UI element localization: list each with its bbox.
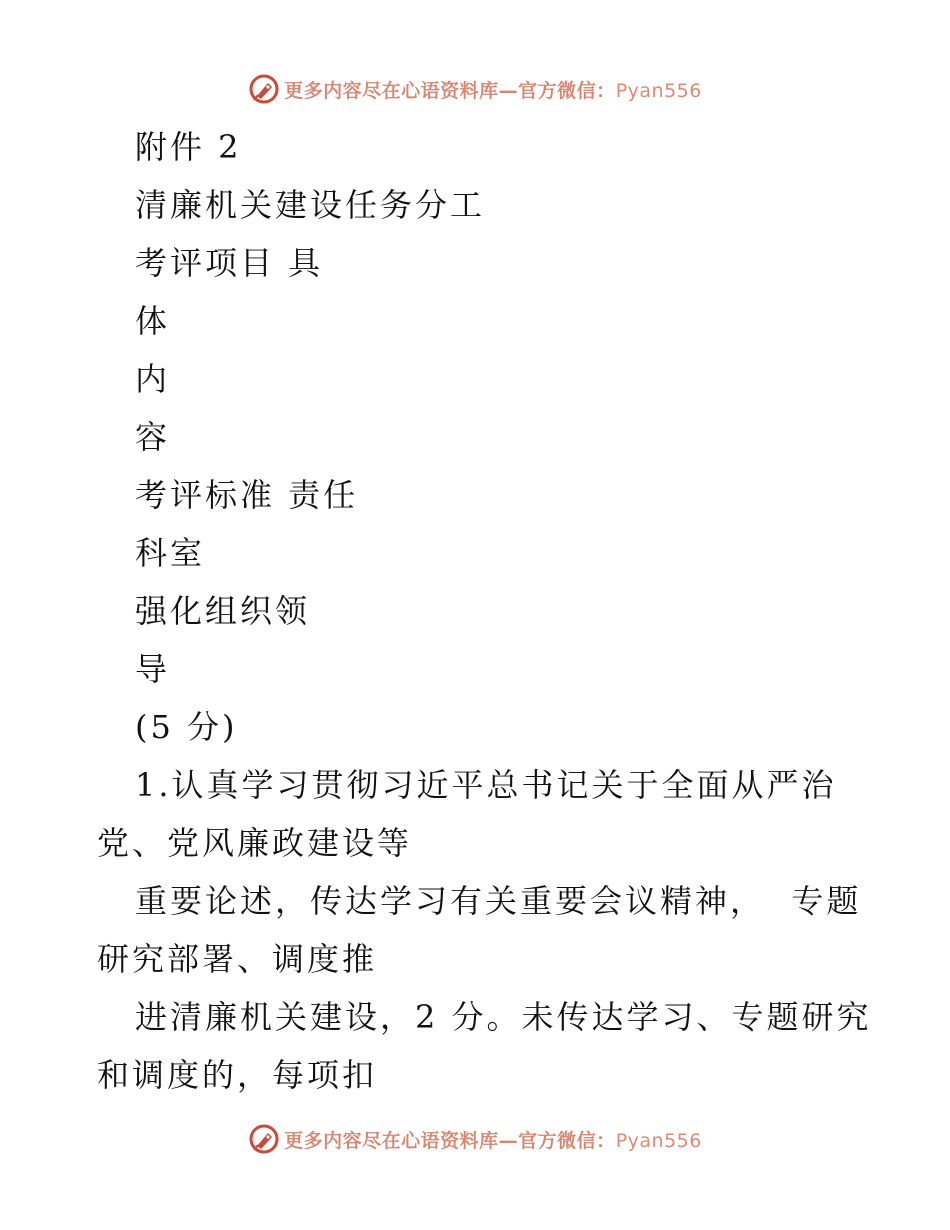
paragraph-line: 和调度的，每项扣 xyxy=(97,1056,378,1094)
footer-watermark xyxy=(0,1122,950,1156)
table-header-line: 容 xyxy=(135,418,171,456)
table-header-line: 科室 xyxy=(135,534,206,572)
paragraph-line: 研究部署、调度推 xyxy=(97,940,378,978)
document-title: 清廉机关建设任务分工 xyxy=(135,186,486,224)
table-header-line: 考评标准 责任 xyxy=(135,476,359,514)
watermark-brand: 更多内容尽在心语资料库 xyxy=(284,1129,499,1152)
header-watermark xyxy=(0,72,950,106)
watermark-contact-label: 官方微信： xyxy=(518,1129,616,1152)
watermark-contact-id: Pyan556 xyxy=(615,79,702,102)
watermark-separator: — xyxy=(498,79,519,102)
paragraph-line: 重要论述，传达学习有关重要会议精神， 专题 xyxy=(135,882,862,920)
table-header-line: 考评项目 具 xyxy=(135,244,324,282)
paragraph-line: 1.认真学习贯彻习近平总书记关于全面从严治 xyxy=(135,766,837,804)
watermark-brand: 更多内容尽在心语资料库 xyxy=(284,79,499,102)
attachment-label: 附件 2 xyxy=(135,128,242,166)
watermark-text xyxy=(284,76,702,103)
paragraph-line: 党、党风廉政建设等 xyxy=(97,824,413,862)
pen-nib-logo-icon xyxy=(248,73,280,105)
table-header-line: 体 xyxy=(135,302,171,340)
section-score: (5 分) xyxy=(135,708,238,746)
section-heading-line: 强化组织领 xyxy=(135,592,311,630)
pen-nib-logo-icon xyxy=(248,1123,280,1155)
section-heading-line: 导 xyxy=(135,650,171,688)
paragraph-line: 进清廉机关建设，2 分。未传达学习、专题研究 xyxy=(135,998,872,1036)
table-header-line: 内 xyxy=(135,360,171,398)
watermark-separator: — xyxy=(498,1129,519,1152)
watermark-contact-id: Pyan556 xyxy=(615,1129,702,1152)
watermark-text xyxy=(284,1126,702,1153)
watermark-contact-label: 官方微信： xyxy=(518,79,616,102)
